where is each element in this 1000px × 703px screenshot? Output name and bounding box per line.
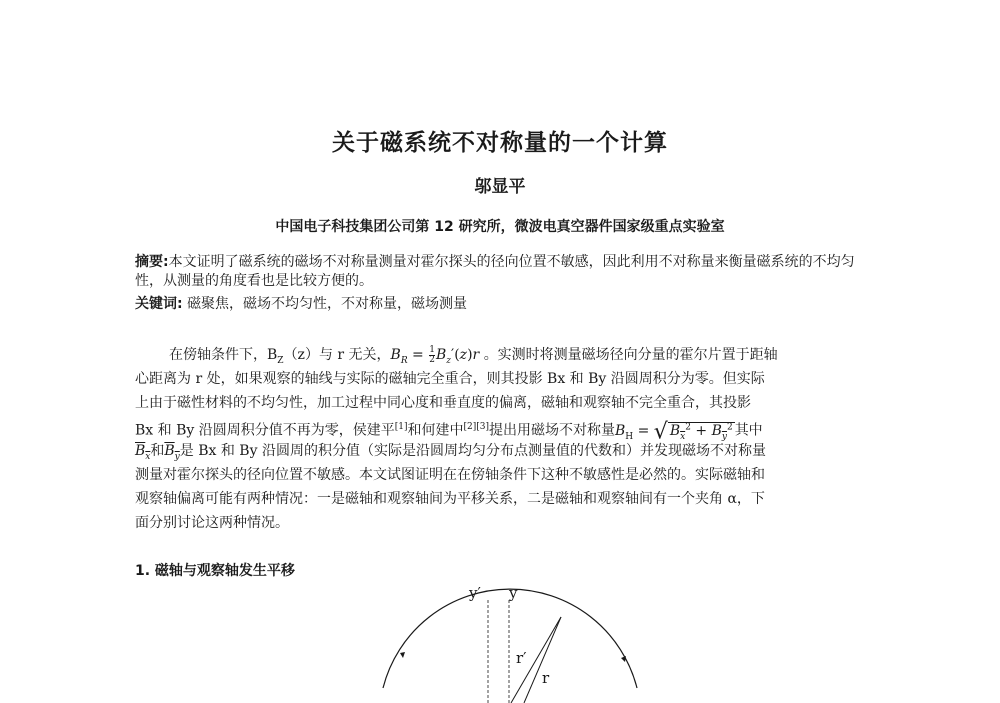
figure-radius-r <box>524 617 561 703</box>
keywords-text: 磁聚焦，磁场不均匀性，不对称量，磁场测量 <box>187 296 468 312</box>
body-line-8: 面分别讨论这两种情况。 <box>135 515 289 531</box>
symbol-by-bar: $B_y$ <box>164 443 180 462</box>
keywords-label: 关键词: <box>135 296 183 312</box>
author-name: 邬显平 <box>474 177 526 197</box>
body-line-6: 测量对霍尔探头的径向位置不敏感。本文试图证明在在傍轴条件下这种不敏感性是必然的。实际磁轴和 <box>135 467 765 483</box>
citation-1: [1] <box>394 422 408 432</box>
figure-label-r-prime: r′ <box>516 649 527 667</box>
symbol-bx-bar: $B_x$ <box>135 443 151 462</box>
figure-label-y: y <box>509 584 518 602</box>
citation-2-3: [2][3] <box>463 422 489 432</box>
body-line-4: Bx 和 By 沿圆周积分值不再为零，侯建平[1]和何建中[2][3]提出用磁场不对称量$B_H$ = √ $B_x^2 + B_y^2$ 其中 <box>135 419 763 445</box>
abstract-label: 摘要: <box>135 254 169 270</box>
figure-label-r: r <box>542 669 550 687</box>
body-line-3: 上由于磁性材料的不均匀性，加工过程中同心度和垂直度的偏离，磁轴和观察轴不完全重合，其投影 <box>135 395 751 411</box>
formula-bh: $B_H$ = √ $B_x^2 + B_y^2$ <box>614 419 733 445</box>
formula-br: $B_R$ = $\frac{1}{2}$ $B_z'(z)r$ <box>390 344 480 366</box>
figure-circle-arc <box>383 589 637 688</box>
body-line-5: $B_x$和$B_y$是 Bx 和 By 沿圆周的积分值（实际是沿圆周均匀分布点测量值的代数和）并发现磁场不对称量 <box>135 443 766 462</box>
body-line-7: 观察轴偏离可能有两种情况：一是磁轴和观察轴间为平移关系，二是磁轴和观察轴间有一个夹角 α，下 <box>135 491 765 507</box>
paper-title: 关于磁系统不对称量的一个计算 <box>332 130 668 156</box>
body-line-2: 心距离为 r 处，如果观察的轴线与实际的磁轴完全重合，则其投影 Bx 和 By 沿圆周积分为零。但实际 <box>135 371 765 387</box>
figure-arrow-right <box>621 656 626 662</box>
affiliation: 中国电子科技集团公司第 12 研究所，微波电真空器件国家级重点实验室 <box>275 219 725 235</box>
figure-label-y-prime: y′ <box>469 584 481 602</box>
abstract-text: 本文证明了磁系统的磁场不对称量测量对霍尔探头的径向位置不敏感，因此利用不对称量来衡量磁系统的不均匀性，从测量的角度看也是比较方便的。 <box>135 254 855 289</box>
figure-arrow-left <box>400 652 405 658</box>
body-line-1: 在傍轴条件下，$B_Z(z)$与 r 无关，$B_R$ = $\frac{1}{2}$ $B_z'(z)r$ 。实测时将测量磁场径向分量的霍尔片置于距轴 <box>169 344 778 366</box>
section-heading-1: 1. 磁轴与观察轴发生平移 <box>135 563 295 579</box>
